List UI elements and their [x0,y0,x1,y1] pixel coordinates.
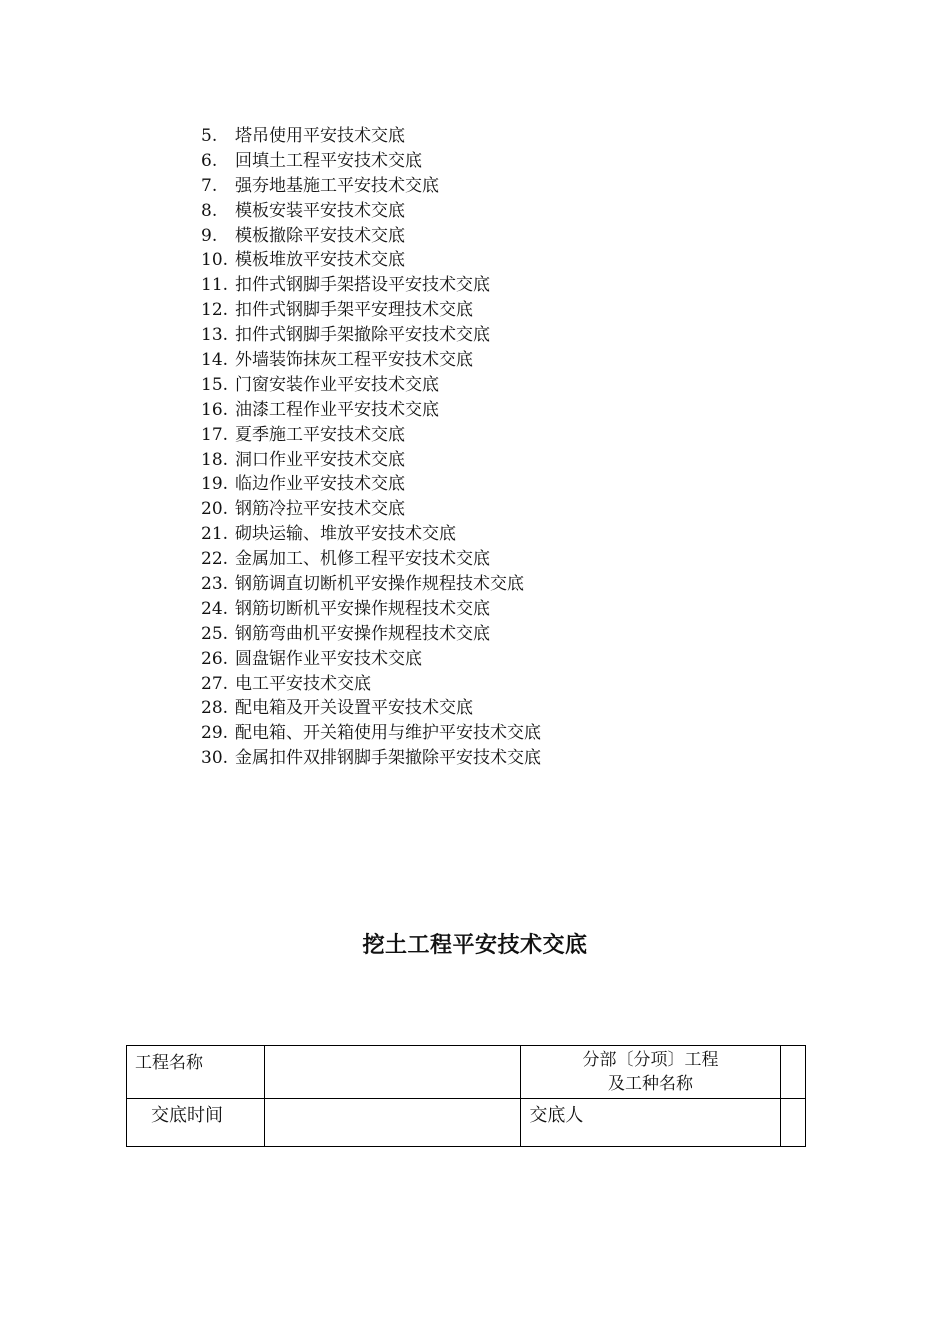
list-item-text: 油漆工程作业平安技术交底 [235,399,439,420]
list-item-number: 6. [201,150,218,171]
list-item-number: 25. [201,623,229,644]
list-item-text: 金属扣件双排钢脚手架撤除平安技术交底 [235,748,541,769]
list-item [201,124,541,149]
list-item-text: 模板堆放平安技术交底 [235,250,405,271]
handover-person-value [780,1099,805,1147]
handover-time-label: 交底时间 [127,1099,265,1147]
list-item-text: 圆盘锯作业平安技术交底 [235,648,422,669]
list-item-number: 17. [201,424,229,445]
list-item-number: 23. [201,574,229,595]
list-item-number: 8. [201,200,218,221]
list-item-number: 29. [201,723,229,744]
part-label [521,1046,780,1099]
list-item-text: 扣件式钢脚手架搭设平安技术交底 [235,275,490,296]
part-label-line1: 分部〔分项〕工程 [582,1050,719,1070]
handover-person-label: 交底人 [521,1099,780,1147]
list-item-text: 钢筋冷拉平安技术交底 [235,499,405,520]
list-item [201,497,541,522]
list-item-number: 15. [201,374,229,395]
project-name-value [265,1046,521,1099]
list-item-text: 强夯地基施工平安技术交底 [235,175,439,196]
list-item-text: 回填土工程平安技术交底 [235,150,422,171]
list-item-text: 电工平安技术交底 [235,673,371,694]
list-item [201,696,541,721]
list-item-number: 19. [201,474,229,495]
list-item-number: 20. [201,499,229,520]
list-item-text: 洞口作业平安技术交底 [235,449,405,470]
list-item-number: 12. [201,300,229,321]
list-item [201,248,541,273]
list-item [201,622,541,647]
list-item [201,149,541,174]
list-item [201,199,541,224]
list-item-number: 21. [201,524,229,545]
list-item-text: 模板撤除平安技术交底 [235,225,405,246]
section-heading: 挖土工程平安技术交底 [362,932,588,958]
list-item-number: 10. [201,250,229,271]
list-item-text: 扣件式钢脚手架撤除平安技术交底 [235,325,490,346]
list-item-text: 扣件式钢脚手架平安理技术交底 [235,300,473,321]
list-item [201,423,541,448]
list-item [201,547,541,572]
list-item-text: 金属加工、机修工程平安技术交底 [235,549,490,570]
list-item-text: 配电箱及开关设置平安技术交底 [235,698,473,719]
list-item [201,721,541,746]
list-item-number: 22. [201,549,229,570]
list-item-text: 砌块运输、堆放平安技术交底 [235,524,456,545]
list-item-text: 临边作业平安技术交底 [235,474,405,495]
list-item-text: 钢筋调直切断机平安操作规程技术交底 [235,574,524,595]
list-item [201,373,541,398]
list-item-number: 5. [201,126,218,146]
list-item-number: 14. [201,350,229,371]
list-item [201,672,541,697]
list-item [201,174,541,199]
list-item-number: 27. [201,673,229,694]
list-item [201,472,541,497]
list-item-number: 9. [201,225,218,246]
list-item-number: 26. [201,648,229,669]
list-item-text: 配电箱、开关箱使用与维护平安技术交底 [235,723,541,744]
list-item-number: 11. [201,275,229,296]
list-item [201,448,541,473]
handover-time-value [265,1099,521,1147]
table-row [127,1099,806,1147]
list-item-number: 13. [201,325,229,346]
list-item-text: 门窗安装作业平安技术交底 [235,374,439,395]
list-item [201,323,541,348]
list-item-text: 外墙装饰抹灰工程平安技术交底 [235,350,473,371]
list-item [201,298,541,323]
list-item-text: 夏季施工平安技术交底 [235,424,405,445]
list-item [201,746,541,771]
list-item [201,348,541,373]
list-item-number: 18. [201,449,229,470]
list-item-number: 28. [201,698,229,719]
list-item-text: 钢筋弯曲机平安操作规程技术交底 [235,623,490,644]
project-name-label: 工程名称 [127,1046,265,1099]
list-item-number: 16. [201,399,229,420]
list-item [201,273,541,298]
list-item [201,647,541,672]
toc-list [201,124,541,771]
list-item-text: 模板安装平安技术交底 [235,200,405,221]
list-item [201,398,541,423]
list-item [201,224,541,249]
part-label-line2: 及工种名称 [607,1074,693,1094]
list-item-number: 7. [201,175,218,196]
list-item-number: 30. [201,748,229,769]
list-item-text: 塔吊使用平安技术交底 [235,126,405,146]
table-row [127,1046,806,1099]
list-item-number: 24. [201,598,229,619]
part-value [780,1046,805,1099]
list-item [201,572,541,597]
list-item [201,522,541,547]
list-item-text: 钢筋切断机平安操作规程技术交底 [235,598,490,619]
info-table [126,1045,806,1147]
list-item [201,597,541,622]
